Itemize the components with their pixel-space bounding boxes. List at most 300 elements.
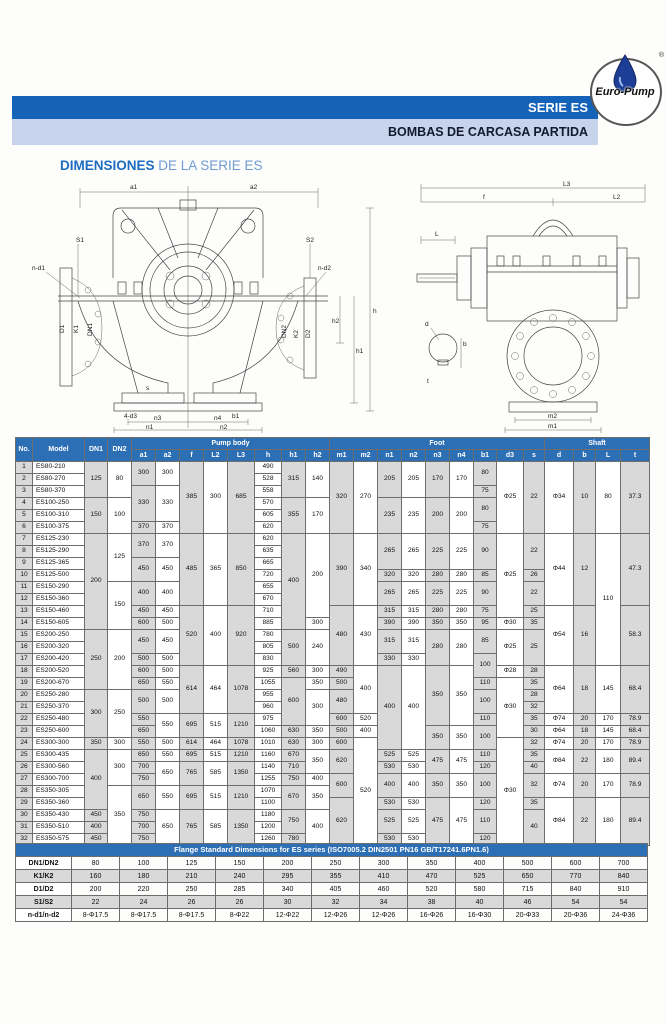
value-cell: 18: [574, 666, 596, 714]
value-cell: 280: [426, 606, 450, 618]
value-cell: 400: [306, 774, 330, 786]
value-cell: 265: [378, 582, 402, 606]
value-cell: 23: [16, 726, 33, 738]
flange-row: [16, 909, 648, 922]
dim-label-n1: n1: [146, 424, 154, 431]
flange-value-cell: 240: [216, 870, 264, 883]
value-cell: 300: [156, 462, 180, 486]
dim-label-h1: h1: [356, 348, 364, 355]
value-cell: 350: [306, 726, 330, 738]
value-cell: 300: [306, 690, 330, 726]
value-cell: 315: [378, 606, 402, 618]
value-cell: 110: [474, 678, 497, 690]
value-cell: 500: [156, 618, 180, 630]
dim-label-d: d: [425, 321, 429, 328]
value-cell: 370: [156, 522, 180, 534]
flange-value-cell: 16-Φ26: [408, 909, 456, 922]
value-cell: 550: [132, 714, 156, 726]
column-group-header: Model: [33, 438, 85, 462]
value-cell: 630: [282, 738, 306, 750]
value-cell: 47.3: [621, 534, 650, 606]
value-cell: 22: [16, 714, 33, 726]
value-cell: 500: [156, 738, 180, 750]
model-cell: ES200-520: [33, 666, 85, 678]
value-cell: 520: [354, 738, 378, 846]
flange-row: [16, 870, 648, 883]
column-header: n4: [450, 450, 474, 462]
value-cell: 12: [16, 594, 33, 606]
value-cell: 120: [474, 762, 497, 774]
value-cell: 400: [354, 666, 378, 714]
dim-label-m1: m1: [548, 423, 558, 430]
column-group-header: Shaft: [545, 438, 650, 450]
value-cell: 32: [524, 702, 545, 714]
value-cell: 180: [596, 798, 621, 846]
model-cell: ES125-230: [33, 534, 85, 546]
dim-label-a1: a1: [130, 184, 138, 191]
value-cell: 525: [378, 810, 402, 834]
value-cell: 500: [330, 726, 354, 738]
flange-row: [16, 883, 648, 896]
flange-value-cell: 200: [72, 883, 120, 896]
value-cell: 830: [255, 654, 282, 666]
flange-value-cell: 470: [408, 870, 456, 883]
value-cell: 32: [524, 738, 545, 750]
model-cell: ES350-430: [33, 810, 85, 822]
value-cell: 170: [450, 462, 474, 498]
value-cell: 85: [474, 570, 497, 582]
value-cell: 22: [574, 750, 596, 774]
series-title: SERIE ES: [528, 100, 588, 115]
dim-label-S2: S2: [306, 237, 314, 244]
value-cell: 450: [132, 606, 156, 618]
column-header: d3: [497, 450, 524, 462]
value-cell: Φ84: [545, 798, 574, 846]
value-cell: 22: [524, 582, 545, 606]
column-header: n3: [426, 450, 450, 462]
dim-label-n3: n3: [154, 415, 162, 422]
value-cell: 450: [156, 558, 180, 582]
value-cell: 515: [204, 714, 228, 738]
model-cell: ES125-500: [33, 570, 85, 582]
flange-value-cell: 80: [72, 857, 120, 870]
value-cell: 68.4: [621, 726, 650, 738]
flange-value-cell: 160: [72, 870, 120, 883]
model-cell: ES150-460: [33, 606, 85, 618]
flange-value-cell: 16-Φ30: [456, 909, 504, 922]
value-cell: 280: [426, 630, 450, 666]
value-cell: 28: [524, 690, 545, 702]
dim-label-a2: a2: [250, 184, 258, 191]
flange-value-cell: 46: [504, 896, 552, 909]
value-cell: 600: [132, 666, 156, 678]
value-cell: 350: [426, 726, 450, 750]
value-cell: 720: [255, 570, 282, 582]
value-cell: 530: [402, 762, 426, 774]
flange-value-cell: 100: [120, 857, 168, 870]
value-cell: 1078: [228, 666, 255, 714]
value-cell: 30: [524, 726, 545, 738]
value-cell: 1180: [255, 810, 282, 822]
model-cell: ES150-360: [33, 594, 85, 606]
value-cell: 25: [524, 630, 545, 666]
flange-value-cell: 350: [408, 857, 456, 870]
value-cell: 89.4: [621, 798, 650, 846]
value-cell: 370: [132, 522, 156, 534]
value-cell: 150: [108, 582, 132, 630]
value-cell: 614: [180, 666, 204, 714]
value-cell: 180: [596, 750, 621, 774]
flange-table-title: Flange Standard Dimensions for ES series (ISO7005.2 DIN2501 PN16 GB/T17241.6PN1.6): [16, 844, 648, 857]
value-cell: Φ64: [545, 726, 574, 738]
model-cell: ES100-250: [33, 498, 85, 510]
value-cell: 265: [378, 534, 402, 570]
flange-value-cell: 8-Φ17.5: [120, 909, 168, 922]
model-cell: ES350-575: [33, 834, 85, 846]
value-cell: 400: [378, 774, 402, 798]
value-cell: 78.9: [621, 714, 650, 726]
value-cell: 80: [474, 498, 497, 522]
value-cell: 350: [450, 618, 474, 630]
value-cell: 225: [426, 582, 450, 606]
value-cell: 15: [16, 630, 33, 642]
flange-value-cell: 20-Φ36: [552, 909, 600, 922]
flange-value-cell: 400: [456, 857, 504, 870]
flange-row: [16, 857, 648, 870]
value-cell: 315: [282, 462, 306, 498]
value-cell: 100: [474, 726, 497, 750]
value-cell: 1210: [228, 786, 255, 810]
value-cell: 12: [574, 534, 596, 606]
value-cell: 350: [450, 774, 474, 798]
dim-label-4d3: 4-d3: [124, 413, 138, 420]
flange-value-cell: 340: [264, 883, 312, 896]
flange-value-cell: 580: [456, 883, 504, 896]
value-cell: 18: [16, 666, 33, 678]
flange-row-label: K1/K2: [16, 870, 72, 883]
value-cell: 570: [255, 498, 282, 510]
dim-label-nd1: n-d1: [32, 265, 46, 272]
value-cell: 205: [402, 462, 426, 498]
value-cell: 490: [330, 666, 354, 678]
value-cell: 225: [450, 582, 474, 606]
value-cell: 620: [255, 534, 282, 546]
value-cell: 550: [156, 786, 180, 810]
value-cell: 480: [330, 690, 354, 714]
column-header: s: [524, 450, 545, 462]
value-cell: 400: [85, 750, 108, 810]
pump-front-view-drawing: [18, 178, 408, 433]
column-group-header: Pump body: [132, 438, 330, 450]
value-cell: 27: [16, 774, 33, 786]
value-cell: 1350: [228, 762, 255, 786]
column-header: L3: [228, 450, 255, 462]
value-cell: 205: [378, 462, 402, 498]
value-cell: 40: [524, 810, 545, 846]
pump-side-view-drawing: [413, 178, 653, 433]
value-cell: 710: [282, 762, 306, 774]
column-group-header: No.: [16, 438, 33, 462]
value-cell: 1: [16, 462, 33, 474]
value-cell: 30: [16, 810, 33, 822]
value-cell: 464: [204, 738, 228, 750]
section-title: [60, 158, 263, 173]
dim-label-K2: K2: [293, 330, 300, 338]
model-cell: ES300-300: [33, 738, 85, 750]
model-cell: ES80-210: [33, 462, 85, 474]
value-cell: 1140: [255, 762, 282, 774]
model-cell: ES200-420: [33, 654, 85, 666]
flange-value-cell: 54: [600, 896, 648, 909]
value-cell: 614: [180, 738, 204, 750]
value-cell: 280: [450, 630, 474, 666]
value-cell: 464: [204, 666, 228, 714]
dim-label-n2: n2: [220, 424, 228, 431]
value-cell: 315: [402, 606, 426, 618]
value-cell: 400: [306, 810, 330, 846]
value-cell: 450: [132, 558, 156, 582]
value-cell: 475: [426, 798, 450, 846]
value-cell: 170: [596, 714, 621, 726]
value-cell: 280: [450, 570, 474, 582]
value-cell: 8: [16, 546, 33, 558]
dim-label-t: t: [427, 378, 429, 385]
column-header: b1: [474, 450, 497, 462]
value-cell: 32: [524, 774, 545, 798]
value-cell: 58.3: [621, 606, 650, 666]
flange-row-label: D1/D2: [16, 883, 72, 896]
value-cell: 240: [306, 630, 330, 666]
value-cell: 20: [574, 738, 596, 750]
value-cell: 650: [132, 678, 156, 690]
value-cell: 3: [16, 486, 33, 498]
value-cell: 550: [156, 750, 180, 762]
column-header: d: [545, 450, 574, 462]
value-cell: 500: [132, 690, 156, 714]
flange-value-cell: 24: [120, 896, 168, 909]
value-cell: 125: [108, 534, 132, 582]
model-cell: ES250-370: [33, 702, 85, 714]
model-cell: ES125-365: [33, 558, 85, 570]
value-cell: 300: [108, 738, 132, 750]
model-cell: ES150-605: [33, 618, 85, 630]
flange-value-cell: 180: [120, 870, 168, 883]
value-cell: 530: [378, 798, 402, 810]
value-cell: Φ74: [545, 714, 574, 726]
value-cell: 635: [255, 546, 282, 558]
flange-value-cell: 8-Φ22: [216, 909, 264, 922]
value-cell: 400: [378, 666, 402, 750]
value-cell: 40: [524, 762, 545, 774]
value-cell: 170: [426, 462, 450, 498]
value-cell: 975: [255, 714, 282, 726]
value-cell: 600: [330, 738, 354, 750]
flange-value-cell: 125: [168, 857, 216, 870]
value-cell: Φ64: [545, 666, 574, 714]
value-cell: 585: [204, 762, 228, 786]
table-row: [16, 462, 650, 474]
value-cell: 765: [180, 762, 204, 786]
value-cell: 530: [402, 834, 426, 846]
value-cell: 600: [132, 618, 156, 630]
value-cell: 885: [255, 618, 282, 630]
value-cell: 670: [282, 750, 306, 762]
value-cell: 390: [402, 618, 426, 630]
value-cell: 300: [132, 462, 156, 486]
value-cell: 110: [474, 810, 497, 834]
value-cell: 1260: [255, 834, 282, 846]
value-cell: 300: [85, 690, 108, 738]
value-cell: 400: [282, 534, 306, 630]
value-cell: 16: [574, 606, 596, 666]
value-cell: 925: [255, 666, 282, 678]
value-cell: 780: [255, 630, 282, 642]
column-header: L2: [204, 450, 228, 462]
value-cell: 150: [85, 498, 108, 534]
value-cell: 20: [16, 690, 33, 702]
value-cell: 385: [180, 462, 204, 534]
subtitle-text: BOMBAS DE CARCASA PARTIDA: [388, 125, 588, 139]
dimensions-table: [15, 437, 650, 846]
value-cell: 200: [450, 498, 474, 534]
section-title-bold: DIMENSIONES: [60, 158, 155, 173]
value-cell: 850: [228, 534, 255, 606]
value-cell: 955: [255, 690, 282, 702]
value-cell: 485: [180, 534, 204, 606]
value-cell: 1255: [255, 774, 282, 786]
value-cell: 450: [85, 810, 108, 822]
value-cell: 145: [596, 726, 621, 738]
value-cell: 400: [156, 582, 180, 606]
value-cell: Φ30: [497, 678, 524, 738]
value-cell: 330: [132, 486, 156, 522]
flange-value-cell: 285: [216, 883, 264, 896]
subtitle-banner: [12, 119, 598, 145]
value-cell: 1350: [228, 810, 255, 846]
value-cell: 620: [330, 750, 354, 774]
column-header: m2: [354, 450, 378, 462]
flange-value-cell: 600: [552, 857, 600, 870]
value-cell: 750: [132, 810, 156, 822]
value-cell: 95: [474, 618, 497, 630]
value-cell: 31: [16, 822, 33, 834]
dim-label-L3: L3: [563, 181, 571, 188]
value-cell: 650: [132, 786, 156, 810]
value-cell: 35: [524, 798, 545, 810]
flange-value-cell: 840: [552, 883, 600, 896]
model-cell: ES350-510: [33, 822, 85, 834]
dim-label-f: f: [483, 194, 485, 201]
value-cell: 100: [474, 690, 497, 714]
flange-value-cell: 650: [504, 870, 552, 883]
value-cell: 475: [426, 750, 450, 774]
value-cell: 315: [402, 630, 426, 654]
value-cell: 1070: [255, 786, 282, 798]
flange-value-cell: 20-Φ33: [504, 909, 552, 922]
dim-label-DN2: DN2: [281, 324, 288, 338]
value-cell: Φ28: [497, 666, 524, 678]
column-header: h1: [282, 450, 306, 462]
value-cell: 558: [255, 486, 282, 498]
value-cell: 25: [16, 750, 33, 762]
europump-logo: [590, 52, 662, 126]
value-cell: 35: [524, 618, 545, 630]
value-cell: 1100: [255, 798, 282, 810]
value-cell: 350: [85, 738, 108, 750]
value-cell: 530: [378, 834, 402, 846]
value-cell: 520: [354, 714, 378, 726]
value-cell: 670: [282, 786, 306, 810]
value-cell: 665: [255, 558, 282, 570]
model-cell: ES80-270: [33, 474, 85, 486]
value-cell: 250: [85, 630, 108, 690]
value-cell: 140: [306, 462, 330, 498]
dim-label-m2: m2: [548, 413, 558, 420]
technical-drawings: [18, 178, 654, 433]
value-cell: 280: [450, 606, 474, 618]
value-cell: Φ25: [497, 462, 524, 534]
value-cell: 25: [524, 606, 545, 618]
value-cell: 710: [255, 606, 282, 618]
value-cell: 1055: [255, 678, 282, 690]
value-cell: 13: [16, 606, 33, 618]
flange-value-cell: 840: [600, 870, 648, 883]
value-cell: 225: [426, 534, 450, 570]
dim-label-S1: S1: [76, 237, 84, 244]
value-cell: 525: [402, 750, 426, 762]
value-cell: 235: [378, 498, 402, 534]
value-cell: 170: [596, 774, 621, 798]
value-cell: 1200: [255, 822, 282, 834]
value-cell: 400: [402, 666, 426, 750]
flange-value-cell: 250: [168, 883, 216, 896]
value-cell: 355: [282, 498, 306, 534]
flange-value-cell: 26: [168, 896, 216, 909]
value-cell: Φ44: [545, 534, 574, 606]
value-cell: 26: [524, 570, 545, 582]
value-cell: 270: [354, 462, 378, 534]
value-cell: 22: [524, 534, 545, 570]
value-cell: 35: [524, 714, 545, 726]
value-cell: 100: [108, 498, 132, 534]
value-cell: 370: [156, 534, 180, 558]
dim-label-L: L: [435, 231, 439, 238]
value-cell: 350: [306, 786, 330, 810]
flange-row-label: n-d1/n-d2: [16, 909, 72, 922]
model-cell: ES250-480: [33, 714, 85, 726]
value-cell: 35: [524, 678, 545, 690]
value-cell: 29: [16, 798, 33, 810]
value-cell: 110: [474, 750, 497, 762]
value-cell: 685: [228, 462, 255, 534]
value-cell: 1060: [255, 726, 282, 738]
value-cell: 500: [330, 678, 354, 690]
value-cell: 14: [16, 618, 33, 630]
flange-value-cell: 210: [168, 870, 216, 883]
flange-value-cell: 12-Φ26: [312, 909, 360, 922]
column-header: f: [180, 450, 204, 462]
value-cell: 78.9: [621, 738, 650, 750]
flange-value-cell: 12-Φ22: [264, 909, 312, 922]
value-cell: 26: [16, 762, 33, 774]
column-group-header: DN1: [85, 438, 108, 462]
value-cell: 450: [156, 630, 180, 654]
value-cell: 350: [108, 786, 132, 846]
flange-value-cell: 355: [312, 870, 360, 883]
value-cell: 390: [330, 534, 354, 606]
column-header: h2: [306, 450, 330, 462]
value-cell: Φ30: [497, 618, 524, 630]
